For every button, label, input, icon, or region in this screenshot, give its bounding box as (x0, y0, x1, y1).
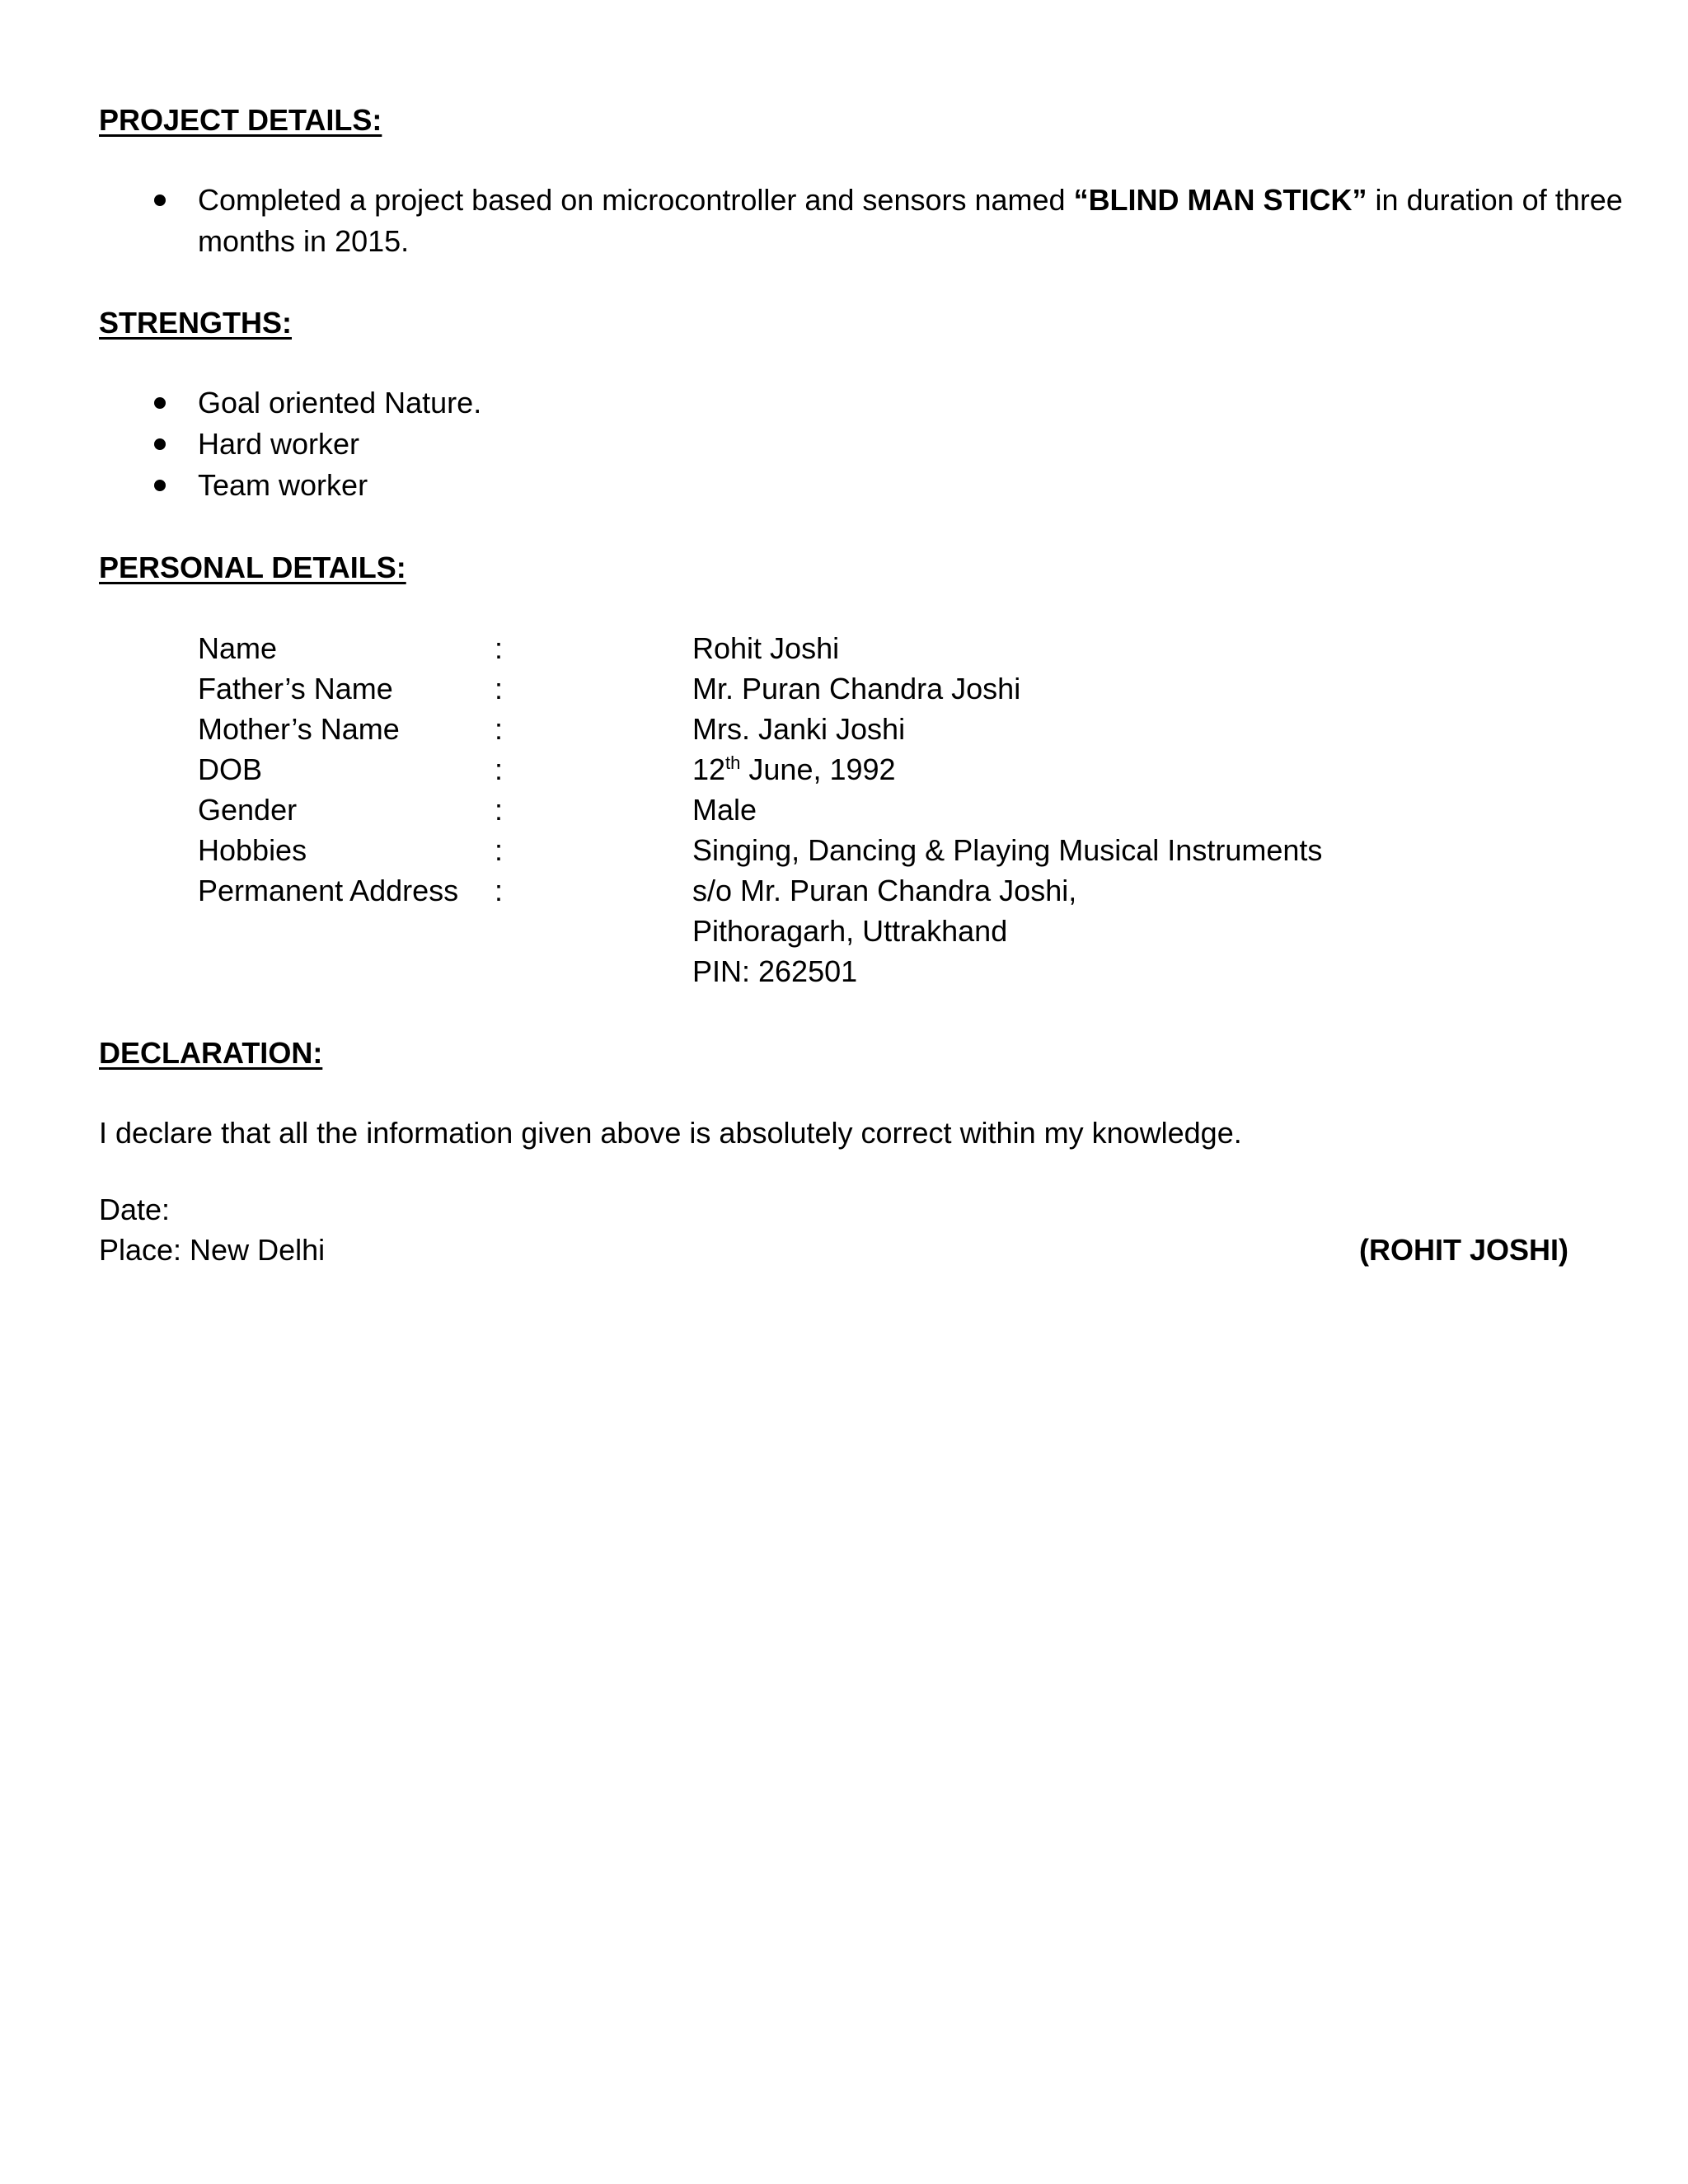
project-text-after: in duration of three months in 2015. (198, 183, 1623, 258)
detail-label: DOB (198, 752, 263, 786)
date-label: Date: (99, 1193, 171, 1226)
project-details-list (99, 180, 1657, 262)
detail-separator: : (495, 672, 504, 705)
detail-value: Mr. Puran Chandra Joshi (692, 672, 1021, 705)
detail-row-mother-name (198, 709, 1322, 749)
address-block (692, 870, 1076, 991)
strengths-list (99, 382, 1657, 506)
detail-separator: : (495, 833, 504, 867)
detail-label: Gender (198, 793, 298, 827)
detail-separator: : (495, 752, 504, 786)
detail-value-dob (692, 749, 896, 790)
address-line: s/o Mr. Puran Chandra Joshi, (692, 874, 1077, 907)
detail-row-father-name (198, 668, 1322, 709)
project-name: “BLIND MAN STICK” (1073, 183, 1367, 217)
signature-name: (ROHIT JOSHI) (1358, 1233, 1568, 1267)
detail-label: Father’s Name (198, 672, 393, 705)
detail-separator: : (495, 793, 504, 827)
declaration-heading: DECLARATION: (99, 1036, 323, 1070)
project-text-before: Completed a project based on microcontroller and sensors named (198, 183, 1074, 217)
detail-row-permanent-address (198, 870, 1322, 991)
address-line: PIN: 262501 (692, 954, 858, 988)
detail-label: Mother’s Name (198, 712, 400, 746)
detail-separator: : (495, 631, 504, 665)
declaration-text: I declare that all the information given above is absolutely correct within my knowledge. (99, 1116, 1242, 1150)
detail-row-dob (198, 749, 1322, 790)
detail-label: Permanent Address (198, 874, 459, 907)
personal-details-table (198, 628, 1322, 991)
detail-row-name (198, 628, 1322, 668)
detail-value: Rohit Joshi (692, 631, 840, 665)
detail-separator: : (495, 874, 504, 907)
list-item: Team worker (99, 465, 1657, 506)
detail-separator: : (495, 712, 504, 746)
detail-row-gender (198, 790, 1322, 830)
detail-value: Singing, Dancing & Playing Musical Instruments (692, 833, 1323, 867)
list-item: Hard worker (99, 424, 1657, 465)
detail-label: Hobbies (198, 833, 307, 867)
place-label: Place: New Delhi (99, 1233, 326, 1267)
list-item: Goal oriented Nature. (99, 382, 1657, 424)
dob-rest: June, 1992 (740, 752, 896, 786)
dob-ordinal-suffix: th (725, 752, 741, 773)
list-item (99, 180, 1657, 262)
strengths-heading: STRENGTHS: (99, 306, 292, 340)
dob-day: 12 (692, 752, 726, 786)
detail-row-hobbies (198, 830, 1322, 870)
personal-details-heading: PERSONAL DETAILS: (99, 551, 406, 584)
detail-label: Name (198, 631, 278, 665)
address-line: Pithoragarh, Uttrakhand (692, 914, 1008, 948)
project-details-heading: PROJECT DETAILS: (99, 103, 382, 137)
detail-value: Male (692, 793, 757, 827)
detail-value: Mrs. Janki Joshi (692, 712, 906, 746)
